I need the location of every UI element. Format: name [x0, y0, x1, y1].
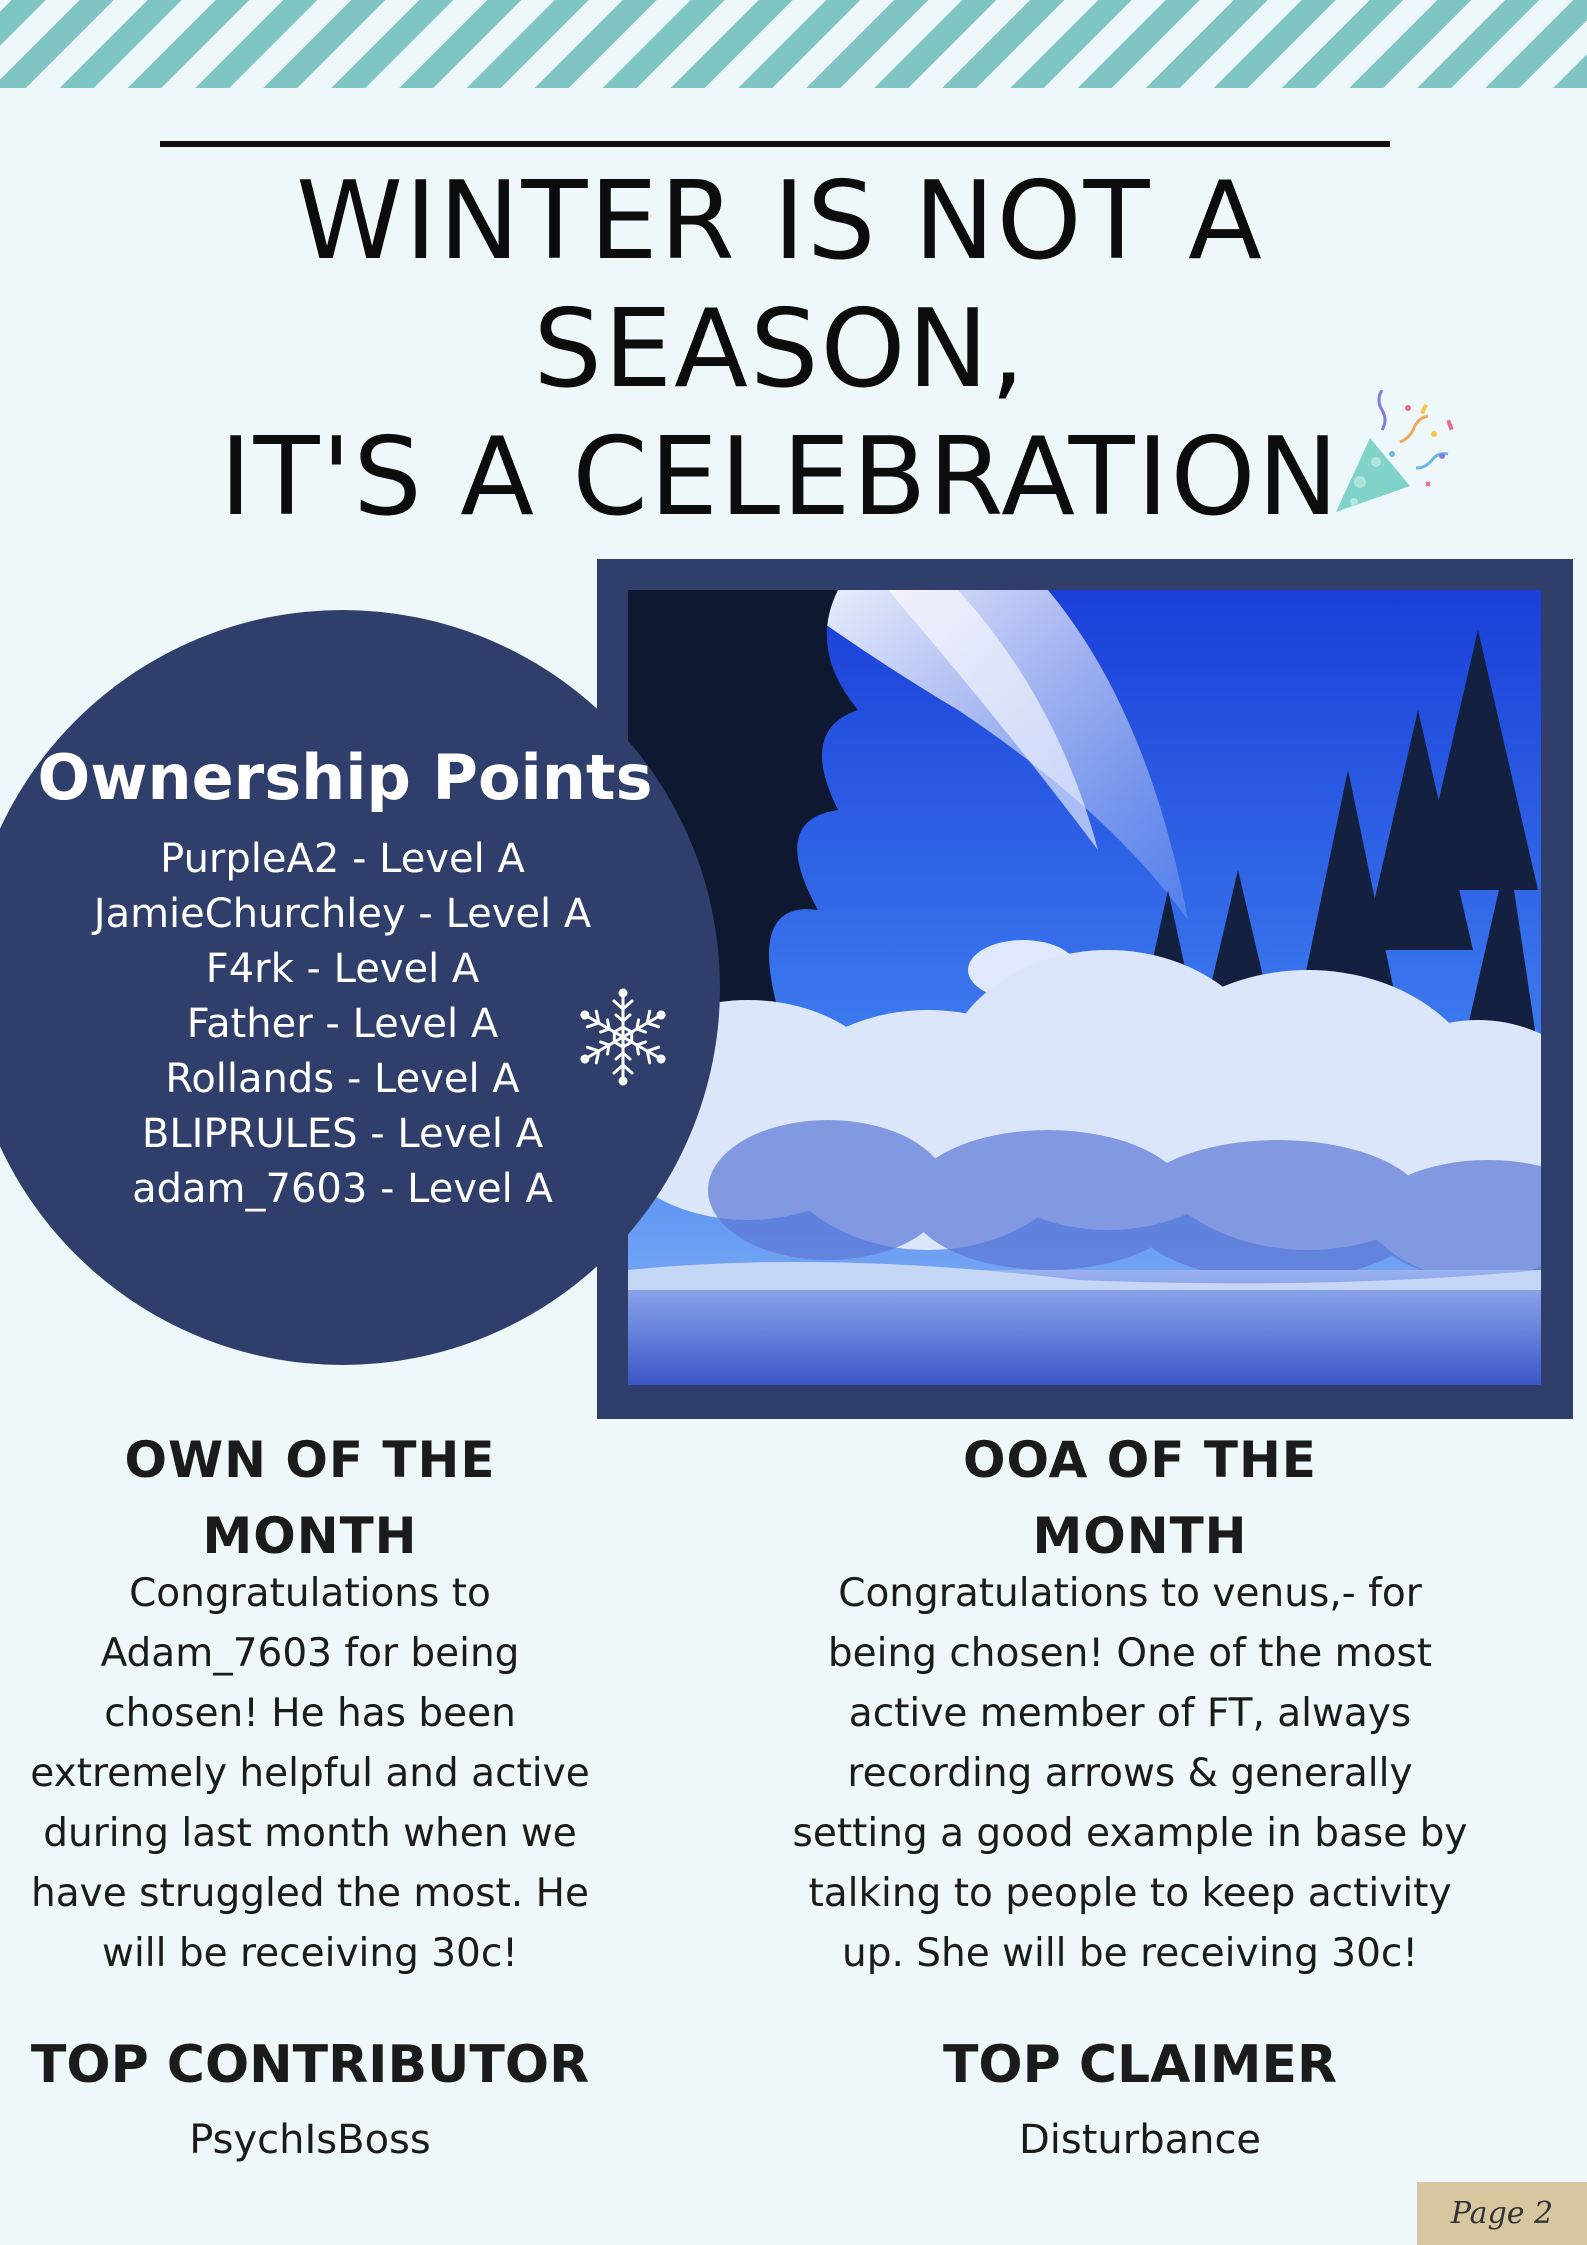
body-line: Adam_7603 for being — [100, 1631, 520, 1676]
body-line: being chosen! One of the most — [827, 1631, 1433, 1676]
ownership-points-title: Ownership Points — [37, 741, 653, 814]
snowflake-icon — [573, 987, 673, 1087]
own-of-the-month-body — [0, 1564, 620, 1984]
page-title — [100, 158, 1460, 542]
list-item: Rollands - Level A — [165, 1056, 520, 1102]
title-rule — [160, 141, 1390, 147]
body-line: extremely helpful and active — [30, 1751, 590, 1796]
top-claimer-name: Disturbance — [1018, 2117, 1262, 2163]
body-line: active member of FT, always — [848, 1691, 1412, 1736]
body-line: up. She will be receiving 30c! — [841, 1931, 1418, 1976]
list-item: F4rk - Level A — [205, 946, 480, 992]
ooa-of-the-month-title — [740, 1422, 1540, 1574]
striped-header-band — [0, 0, 1587, 88]
body-line: Congratulations to — [129, 1571, 491, 1616]
top-claimer-title: TOP CLAIMER — [942, 2035, 1338, 2095]
list-item: adam_7603 - Level A — [132, 1166, 553, 1212]
body-line: Congratulations to venus,- for — [838, 1571, 1422, 1616]
title-line: MONTH — [1032, 1507, 1248, 1565]
list-item: PurpleA2 - Level A — [160, 836, 525, 882]
party-popper-icon — [1330, 390, 1460, 520]
title-line-1: WINTER IS NOT A — [296, 159, 1264, 284]
body-line: will be receiving 30c! — [102, 1931, 518, 1976]
list-item: BLIPRULES - Level A — [141, 1111, 544, 1157]
body-line: recording arrows & generally — [847, 1751, 1413, 1796]
body-line: chosen! He has been — [104, 1691, 516, 1736]
title-line-2: SEASON, — [533, 287, 1027, 412]
body-line: during last month when we — [43, 1811, 577, 1856]
title-line: MONTH — [202, 1507, 418, 1565]
title-line-3: IT'S A CELEBRATION — [219, 415, 1341, 540]
page-number-tag: Page 2 — [1417, 2182, 1587, 2245]
list-item: Father - Level A — [186, 1001, 499, 1047]
body-line: talking to people to keep activity — [808, 1871, 1452, 1916]
list-item: JamieChurchley - Level A — [93, 891, 592, 937]
own-of-the-month-title — [20, 1422, 600, 1574]
snowy-forest-photo — [628, 590, 1541, 1385]
ooa-of-the-month-body — [740, 1564, 1520, 1984]
body-line: setting a good example in base by — [792, 1811, 1468, 1856]
title-line: OOA OF THE — [963, 1431, 1317, 1489]
ownership-points-list — [30, 832, 655, 1217]
top-contributor-name: PsychIsBoss — [189, 2117, 431, 2163]
body-line: have struggled the most. He — [31, 1871, 589, 1916]
title-line: OWN OF THE — [124, 1431, 496, 1489]
top-contributor-title: TOP CONTRIBUTOR — [30, 2035, 590, 2095]
